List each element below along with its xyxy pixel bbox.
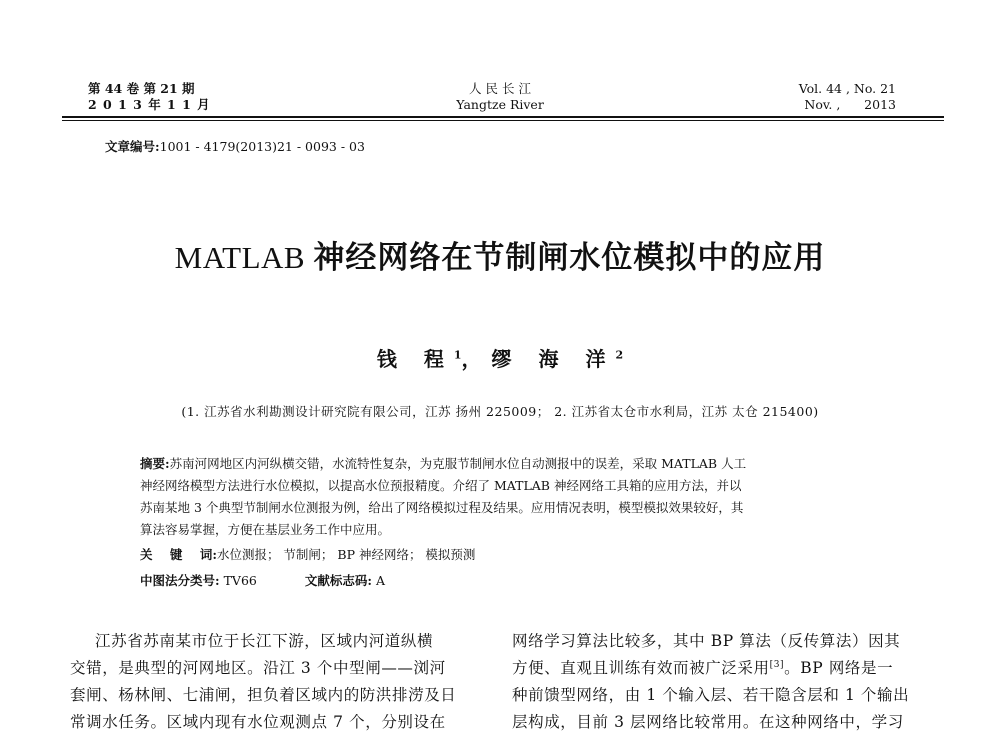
body-left-line-2: 交错，是典型的河网地区。沿江 3 个中型闸——浏河 [70,659,446,677]
paper-title-cjk: 神经网络在节制闸水位模拟中的应用 [313,240,826,276]
author-1: 钱 程 [376,347,454,371]
body-left-line-3: 套闸、杨林闸、七浦闸，担负着区域内的防洪排涝及日 [70,686,457,704]
article-number [105,137,365,155]
abstract-line-1 [140,455,746,473]
abstract-line-2: 神经网络模型方法进行水位模拟，以提高水位预报精度。介绍了 MATLAB 神经网络工具箱的应用方法，并以 [140,478,742,493]
body-left-line-1: 江苏省苏南某市位于长江下游，区域内河道纵横 [95,632,434,650]
journal-volume-issue: 第 44 卷 第 21 期 [88,81,195,96]
keywords [140,546,475,564]
abstract-line-3: 苏南某地 3 个典型节制闸水位测报为例，给出了网络模拟过程及结果。应用情况表明，模型模拟效果较好，其 [140,500,744,515]
classification [140,572,385,590]
affiliation: (1. 江苏省水利勘测设计研究院有限公司，江苏 扬州 225009； 2. 江苏省太仓市水利局，江苏 太仓 215400) [181,404,819,419]
body-right-line-2 [512,656,893,678]
keywords-value: 水位测报； 节制闸； BP 神经网络； 模拟预测 [216,547,476,562]
article-number-value: 1001 - 4179(2013)21 - 0093 - 03 [159,139,365,154]
body-right-line-2-tail: 。BP 网络是一 [784,659,894,677]
doc-code-label: 文献标志码: [304,573,372,588]
keywords-label: 关 键 词: [140,547,217,562]
journal-month-year: Nov. , 2013 [804,97,896,112]
header-rule-thick [62,116,944,118]
paper-title [0,232,1000,277]
journal-vol-no: Vol. 44 , No. 21 [798,81,896,96]
paper-title-latin: MATLAB [174,240,314,275]
journal-date: 2 0 1 3 年 1 1 月 [88,97,211,112]
body-right-line-2-text: 方便、直观且训练有效而被广泛采用 [512,659,770,677]
abstract-line-4: 算法容易掌握，方便在基层业务工作中应用。 [140,522,391,537]
citation-ref[interactable]: [3] [769,659,785,670]
classification-value: TV66 [219,573,257,588]
journal-name-cn: 人 民 长 江 [469,81,531,96]
author-1-affil: 1 [453,348,462,362]
doc-code-value: A [372,573,386,588]
body-right-line-4: 层构成，目前 3 层网络比较常用。在这种网络中，学习 [512,713,904,731]
header-rule-thin [62,120,944,121]
classification-label: 中图法分类号: [140,573,220,588]
author-2-affil: 2 [615,348,624,362]
authors [0,343,1000,372]
journal-name-en: Yangtze River [456,97,544,112]
body-right-line-3: 种前馈型网络，由 1 个输入层、若干隐含层和 1 个输出 [512,686,910,704]
article-number-label: 文章编号: [105,139,160,154]
abstract-text-1: 苏南河网地区内河纵横交错，水流特性复杂，为克服节制闸水位自动测报中的误差，采取 MATLAB 人工 [169,456,747,471]
author-2: 缪 海 洋 [491,347,616,371]
author-separator: ， [461,347,492,371]
body-left-line-4: 常调水任务。区域内现有水位观测点 7 个，分别设在 [70,713,446,731]
abstract-label: 摘要: [140,456,170,471]
body-right-line-1: 网络学习算法比较多，其中 BP 算法（反传算法）因其 [512,632,901,650]
